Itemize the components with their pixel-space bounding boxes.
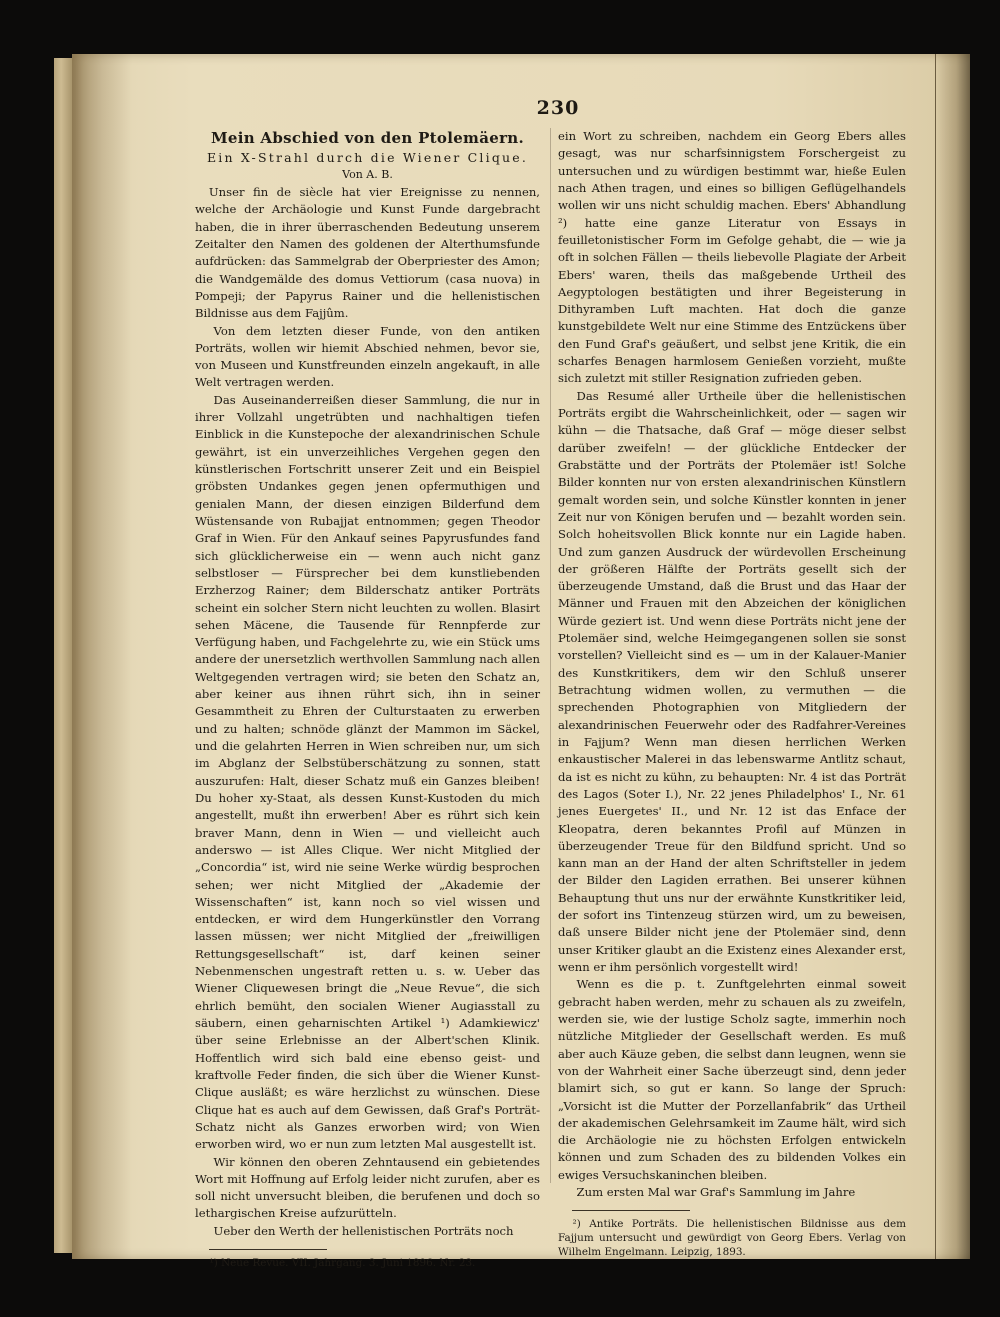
footnote-rule xyxy=(209,1249,327,1250)
footnote: ²) Antike Porträts. Die hellenistischen Bildnisse aus dem Fajjum untersucht und gewürdigt von Georg Ebers. Verlag von Wilhelm Engelmann. Leipzig, 1893. xyxy=(558,1218,906,1259)
paragraph: Wenn es die p. t. Zunftgelehrten einmal soweit gebracht haben werden, mehr zu schauen als zu zweifeln, werden sie, wie der lustige Scholz sagte, immerhin noch nützliche Mitglieder der Gesellschaft werden. Es muß aber auch Käuze geben, die selbst dann leugnen, wenn sie von der Wahrheit einer Sache überzeugt sind, denn jeder blamirt sich, so gut er kann. So lange der Spruch: „Vorsicht ist die Mutter der Porzellanfabrik“ das Urtheil der akademischen Gelehrsamkeit im Zaume hält, wird sich die Archäologie nie zu höchsten Erfolgen entwickeln können und zum Schaden des zu bildenden Volkes ein ewiges Versuchskaninchen bleiben. xyxy=(558,977,906,1182)
paragraph: ein Wort zu schreiben, nachdem ein Georg Ebers alles gesagt, was nur scharfsinnigstem Forschergeist zu untersuchen und zu würdigen bestimmt war, hieße Eulen nach Athen tragen, und eines so billigen Geflügelhandels wollen wir uns nicht schuldig machen. Ebers' Abhandlung ²) hatte eine ganze Literatur von Essays in feuilletonistischer Form im Gefolge gehabt, die — wie ja oft in solchen Fällen — theils liebevolle Plagiate der Arbeit Ebers' waren, theils das maßgebende Urtheil des Aegyptologen bestätigten und ihrer Begeisterung in Dithyramben Luft machten. Hat doch die ganze kunstgebildete Welt nur eine Stimme des Entzückens über den Fund Graf's geäußert, und selbst jene Kritik, die ein scharfes Benagen harmlosem Genießen vorzieht, mußte sich zuletzt mit stiller Resignation zufrieden geben. xyxy=(558,129,906,386)
right-column xyxy=(558,128,906,1259)
paragraph: Unser fin de siècle hat vier Ereignisse zu nennen, welche der Archäologie und Kunst Funde dargebracht haben, die in ihrer überraschenden Bedeutung unserem Zeitalter den Namen des goldenen der Alterthumsfunde aufdrücken: das Sammelgrab der Oberpriester des Amon; die Wandgemälde des domus Vettiorum (casa nuova) in Pompeji; der Papyrus Rainer und die hellenistischen Bildnisse aus dem Fajjûm. xyxy=(195,185,540,321)
page-stack-edge xyxy=(935,54,970,1259)
column-divider xyxy=(550,128,551,1183)
paragraph: Zum ersten Mal war Graf's Sammlung im Jahre xyxy=(576,1185,856,1200)
paragraph: Wir können den oberen Zehntausend ein gebietendes Wort mit Hoffnung auf Erfolg leider nicht zurufen, aber es soll nicht unversucht bleiben, die berufenen und doch so lethargischen Kreise aufzurütteln. xyxy=(195,1154,540,1221)
paragraph: Von dem letzten dieser Funde, von den antiken Porträts, wollen wir hiemit Abschied nehmen, bevor sie, von Museen und Kunstfreunden einzeln angekauft, in alle Welt vertragen werden. xyxy=(195,323,540,390)
book-cover-edge xyxy=(54,58,73,1253)
footnote-rule xyxy=(572,1210,690,1211)
page-number: 230 xyxy=(536,97,580,119)
paragraph: Ueber den Werth der hellenistischen Porträts noch xyxy=(213,1223,514,1238)
article-subtitle: Ein X-Strahl durch die Wiener Clique. xyxy=(206,150,529,165)
paragraph: Das Resumé aller Urtheile über die hellenistischen Porträts ergibt die Wahrscheinlichkeit, oder — sagen wir kühn — die Thatsache, daß Graf — möge dieser selbst darüber zweifeln! — der glückliche Entdecker der Grabstätte und der Porträts der Ptolemäer ist! Solche Bilder konnten nur von ersten alexandrinischen Künstlern gemalt worden sein, und solche Künstler konnten in jener Zeit nur von Königen berufen und — bezahlt worden sein. Solch hoheitsvollen Blick konnte nur ein Lagide haben. Und zum ganzen Ausdruck der würdevollen Erscheinung der größeren Hälfte der Porträts gesellt sich der überzeugende Umstand, daß die Brust und das Haar der Männer und Frauen mit den Abzeichen der königlichen Würde geziert ist. Und wenn diese Porträts nicht jene der Ptolemäer sind, welche Heimgegangenen sollen sie sonst vorstellen? Vielleicht sind es — um in der Kalauer-Manier des Kunstkritikers, dem wir den Schluß unserer Betrachtung widmen wollen, zu vermuthen — die sprechenden Photographien von Mitgliedern der alexandrinischen Feuerwehr oder des Radfahrer-Vereines in Fajjum? Wenn man diesen herrlichen Werken enkaustischer Malerei in das lebenswarme Antlitz schaut, da ist es nicht zu kühn, zu behaupten: Nr. 4 ist das Porträt des Lagos (Soter I.), Nr. 22 jenes Philadelphos' I., Nr. 61 jenes Euergetes' II., und Nr. 12 ist das Enface der Kleopatra, deren bekanntes Profil auf Münzen in überzeugender Treue für den Bildfund spricht. Und so kann man an der Hand der alten Schriftsteller in jedem der Bilder den Lagiden errathen. Bei unserer kühnen Behauptung thut uns nur der erwähnte Kunstkritiker leid, der sofort ins Tintenzeug stürzen wird, um zu beweisen, daß unsere Bilder nicht jene der Ptolemäer sind, denn unser Kritiker glaubt an die Existenz eines Alexander erst, wenn er ihm persönlich vorgestellt wird! xyxy=(558,388,906,974)
paragraph: Das Auseinanderreißen dieser Sammlung, die nur in ihrer Vollzahl ungetrübten und nachhaltigen tiefen Einblick in die Kunstepoche der alexandrinischen Schule gewährt, ist ein unverzeihliches Vergehen gegen den künstlerischen Fortschritt unserer Zeit und ein Beispiel gröbsten Undankes gegen jenen opfermuthigen und genialen Mann, der diesen einzigen Bilderfund dem Wüstensande von Rubajjat entnommen; gegen Theodor Graf in Wien. Für den Ankauf seines Papyrusfundes fand sich glücklicherweise ein — wenn auch nicht ganz selbstloser — Fürsprecher bei dem kunstliebenden Erzherzog Rainer; dem Bilderschatz antiker Porträts scheint ein solcher Stern nicht leuchten zu wollen. Blasirt sehen Mäcene, die Tausende für Rennpferde zur Verfügung haben, und Fachgelehrte zu, wie ein Stück ums andere der unersetzlich werthvollen Sammlung nach allen Weltgegenden vertragen wird; sie beten den Schatz an, aber keiner aus ihnen rührt sich, ihn in seiner Gesammtheit zu Ehren der Culturstaaten zu erwerben und zu halten; schnöde glänzt der Mammon im Säckel, und die gelahrten Herren in Wien schreiben nur, um sich im Abglanz der Selbstüberschätzung zu sonnen, statt auszurufen: Halt, dieser Schatz muß ein Ganzes bleiben! Du hoher xy-Staat, als dessen Kunst-Kustoden du mich angestellt, mußt ihn erwerben! Aber es rührt sich kein braver Mann, denn in Wien — und vielleicht auch anderswo — ist Alles Clique. Wer nicht Mitglied der „Concordia“ ist, wird nie seine Werke würdig besprochen sehen; wer nicht Mitglied der „Akademie der Wissenschaften“ ist, kann noch so viel wissen und entdecken, er wird dem Hungerkünstler den Vorrang lassen müssen; wer nicht Mitglied der „freiwilligen Rettungsgesellschaft“ ist, darf keinen seiner Nebenmenschen ungestraft retten u. s. w. Ueber das Wiener Cliquewesen bringt die „Neue Revue“, die sich ehrlich bemüht, den socialen Wiener Augiasstall zu säubern, einen geharnischten Artikel ¹) Adamkiewicz' über seine Erlebnisse an der Albert'schen Klinik. Hoffentlich wird sich bald eine ebenso geist- und kraftvolle Feder finden, die sich über die Wiener Kunst-Clique ausläßt; es wäre herzlichst zu wünschen. Diese Clique hat es auch auf dem Gewissen, daß Graf's Porträt-Schatz nicht als Ganzes erworben wird; von Wien erworben wird, wo er nun zum letzten Mal ausgestellt ist. xyxy=(195,392,540,1152)
article-title: Mein Abschied von den Ptolemäern. xyxy=(210,129,525,147)
footnote: ¹) Neue Revue. VII. Jahrgang. 3. Juni 1896. Nr. 23. xyxy=(209,1257,476,1270)
left-column xyxy=(195,128,540,1270)
article-author: Von A. B. xyxy=(342,168,393,181)
gutter-shadow xyxy=(72,54,132,1259)
